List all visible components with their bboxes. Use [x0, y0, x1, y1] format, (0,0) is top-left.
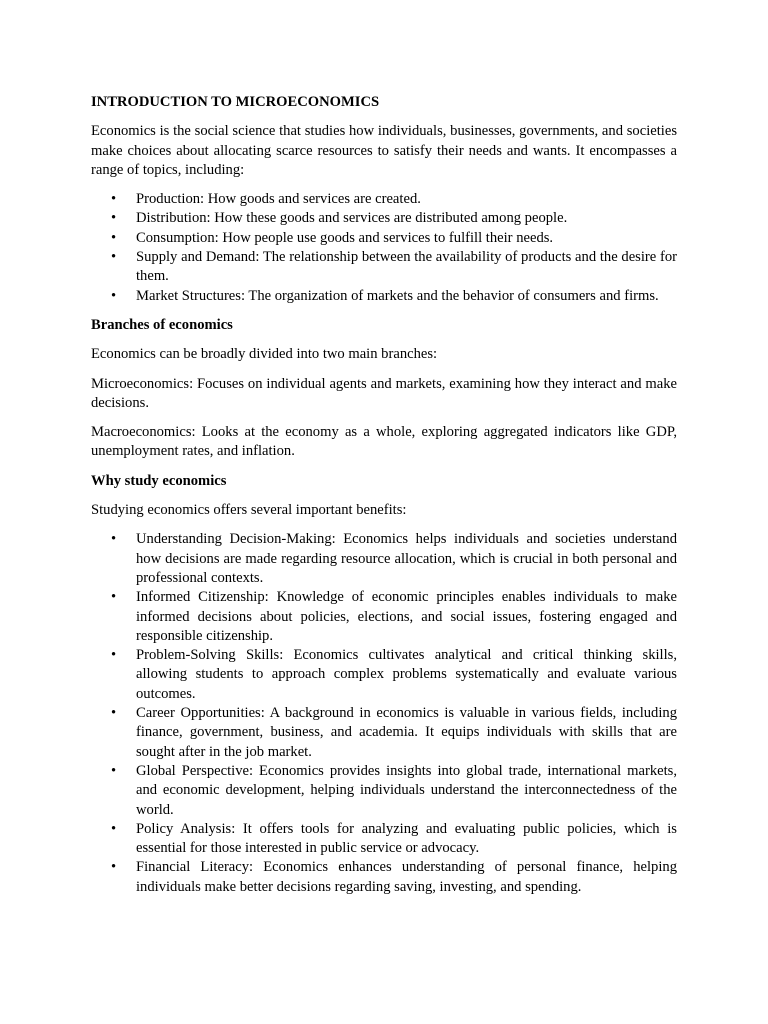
list-item-text: Informed Citizenship: Knowledge of economic principles enables individuals to make informed decisions about policies, elections, and social issues, fostering engaged and responsible citizenship.	[136, 589, 677, 644]
list-item	[91, 287, 677, 306]
list-item-text: Production: How goods and services are created.	[136, 191, 421, 208]
branches-intro-paragraph: Economics can be broadly divided into two main branches:	[91, 346, 438, 363]
list-item	[91, 209, 677, 228]
bullet-icon: •	[111, 762, 117, 779]
bullet-icon: •	[111, 210, 117, 227]
bullet-icon: •	[111, 859, 117, 876]
bullet-icon: •	[111, 589, 117, 606]
branches-heading: Branches of economics	[91, 316, 233, 333]
list-item-text: Supply and Demand: The relationship between the availability of products and the desire for them.	[136, 249, 677, 285]
bullet-icon: •	[111, 647, 117, 664]
list-item	[91, 820, 677, 859]
list-item-text: Career Opportunities: A background in economics is valuable in various fields, including finance, government, business, and academia. It equips individuals with skills that are sought after in the job market.	[136, 705, 677, 760]
list-item	[91, 646, 677, 704]
microeconomics-paragraph: Microeconomics: Focuses on individual agents and markets, examining how they interact and make decisions.	[91, 375, 677, 411]
bullet-icon: •	[111, 287, 117, 304]
list-item-text: Consumption: How people use goods and services to fulfill their needs.	[136, 229, 554, 246]
intro-paragraph: Economics is the social science that studies how individuals, businesses, governments, and societies make choices about allocating scarce resources to satisfy their needs and wants. It encompasses a range of topics, including:	[91, 123, 677, 178]
list-item	[91, 704, 677, 762]
bullet-icon: •	[111, 820, 117, 837]
list-item-text: Market Structures: The organization of markets and the behavior of consumers and firms.	[136, 287, 659, 304]
list-item	[91, 530, 677, 588]
why-study-heading: Why study economics	[91, 472, 227, 489]
list-item	[91, 248, 677, 287]
bullet-icon: •	[111, 705, 117, 722]
list-item	[91, 762, 677, 820]
document-page	[91, 93, 677, 907]
list-item-text: Financial Literacy: Economics enhances understanding of personal finance, helping individuals make better decisions regarding saving, investing, and spending.	[136, 859, 677, 895]
list-item-text: Distribution: How these goods and services are distributed among people.	[136, 210, 568, 227]
list-item	[91, 229, 677, 248]
why-study-intro-paragraph: Studying economics offers several important benefits:	[91, 502, 407, 519]
benefits-list	[91, 530, 677, 897]
bullet-icon: •	[111, 531, 117, 548]
bullet-icon: •	[111, 191, 117, 208]
list-item-text: Policy Analysis: It offers tools for analyzing and evaluating public policies, which is essential for those interested in public service or advocacy.	[136, 820, 677, 857]
list-item-text: Understanding Decision-Making: Economics helps individuals and societies understand how decisions are made regarding resource allocation, which is crucial in both personal and professional contexts.	[136, 531, 677, 586]
document-title: INTRODUCTION TO MICROECONOMICS	[91, 94, 380, 110]
list-item-text: Global Perspective: Economics provides insights into global trade, international markets, and economic development, helping individuals understand the interconnectedness of the world.	[136, 762, 677, 818]
macroeconomics-paragraph: Macroeconomics: Looks at the economy as a whole, exploring aggregated indicators like GDP, unemployment rates, and inflation.	[91, 424, 677, 460]
bullet-icon: •	[111, 249, 117, 266]
list-item-text: Problem-Solving Skills: Economics cultivates analytical and critical thinking skills, allowing students to approach complex problems systematically and evaluate various outcomes.	[136, 647, 677, 702]
bullet-icon: •	[111, 229, 117, 246]
topics-list	[91, 190, 677, 306]
list-item	[91, 190, 677, 209]
list-item	[91, 858, 677, 897]
list-item	[91, 588, 677, 646]
